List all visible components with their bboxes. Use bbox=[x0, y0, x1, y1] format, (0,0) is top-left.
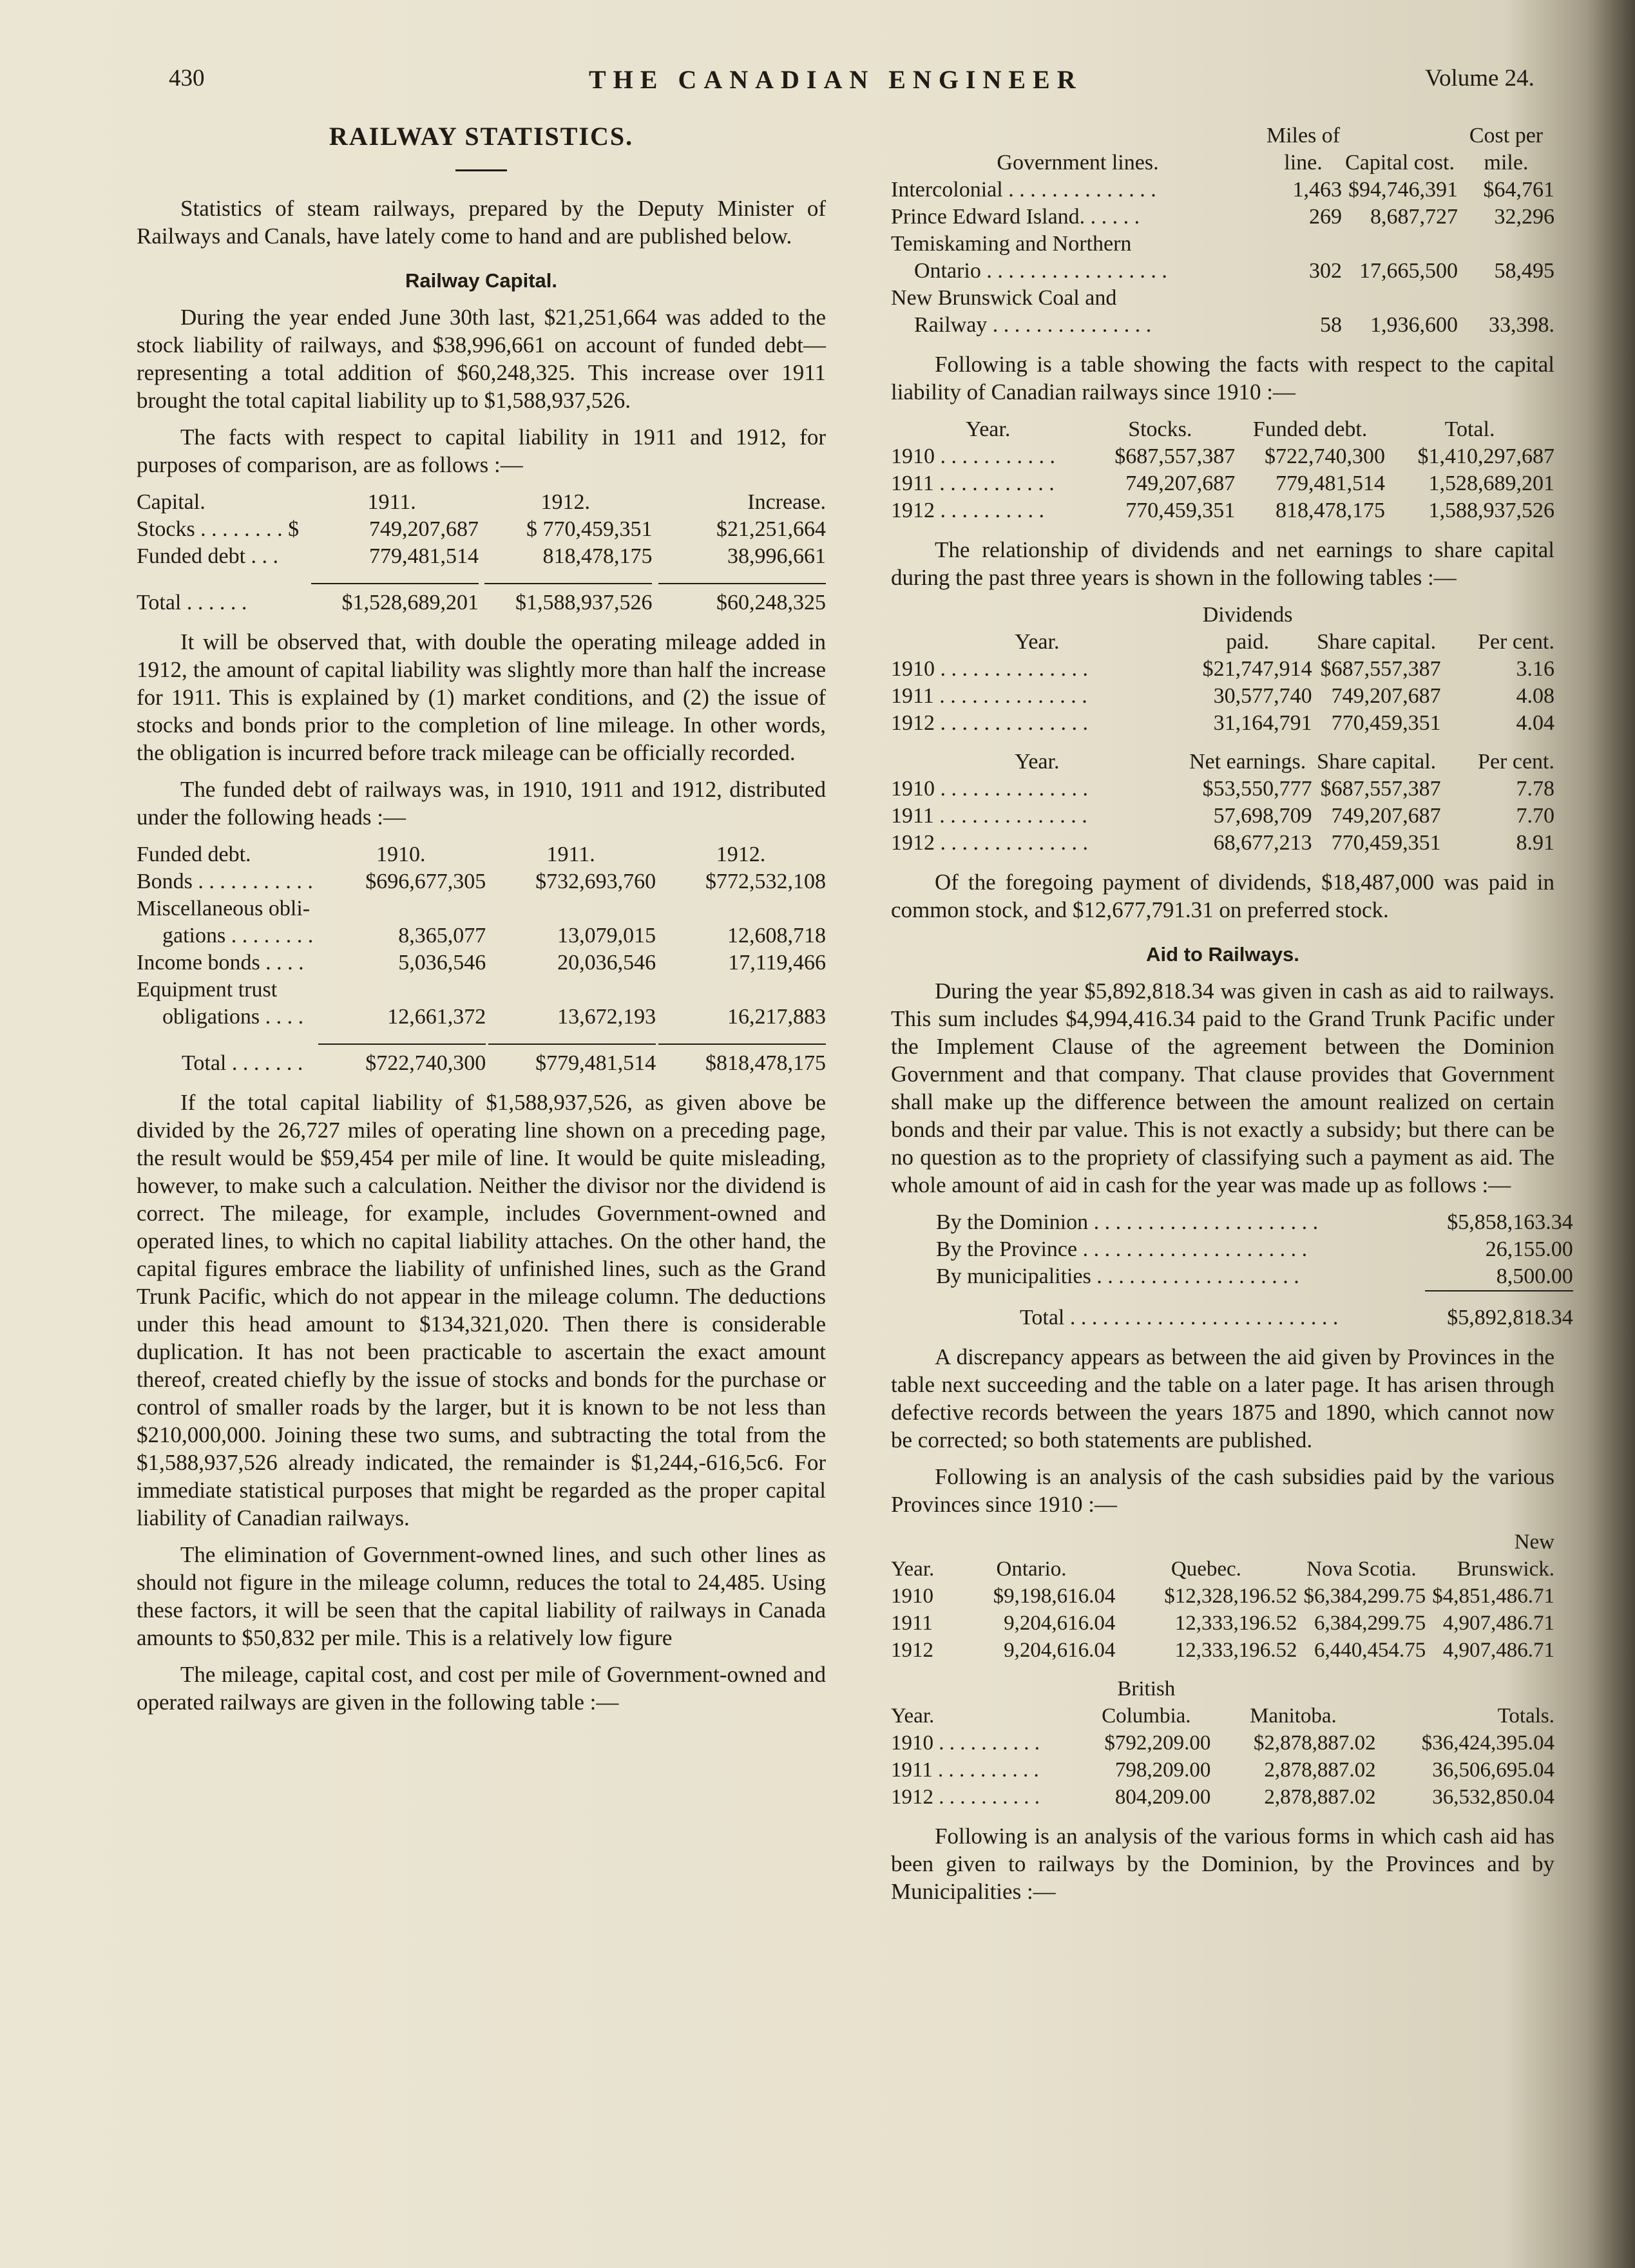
table-cell: 32,296 bbox=[1494, 205, 1554, 229]
table-cell: 770,459,351 bbox=[1331, 831, 1441, 855]
table-cell: 1910 . . . . . . . . . . . . . . bbox=[891, 777, 1088, 801]
table-cell: $722,740,300 bbox=[318, 1043, 486, 1077]
table-header: 1911. bbox=[367, 490, 416, 514]
table-header: Funded debt. bbox=[1252, 417, 1368, 441]
table-row bbox=[891, 176, 1554, 204]
provincial-subsidies-table bbox=[891, 1529, 1554, 1664]
table-header: British Columbia. bbox=[1102, 1677, 1191, 1728]
table-cell: $722,740,300 bbox=[1265, 444, 1386, 468]
aid-table bbox=[936, 1209, 1573, 1331]
table-row bbox=[891, 312, 1554, 339]
table-row bbox=[891, 683, 1554, 710]
paragraph-11: During the year $5,892,818.34 was given in cash as aid to railways. This sum includes $4,994,416.34 paid to the Grand Trunk Pacific under the Implement Clause of the agreement between the Dominion Government and that company. That clause provides that Government shall make up the difference between the amount realized on certain bonds and their par value. This is not exactly a subsidy; but there can be no question as to the propriety of classifying such a payment as aid. The whole amount of aid in cash for the year was made up as follows :— bbox=[891, 978, 1554, 1197]
table-row bbox=[137, 868, 826, 895]
table-cell: Income bonds . . . . bbox=[137, 951, 304, 975]
table-cell: $4,851,486.71 bbox=[1432, 1585, 1554, 1608]
table-header: Capital cost. bbox=[1345, 151, 1455, 175]
table-row bbox=[936, 1209, 1573, 1236]
table-cell: 4,907,486.71 bbox=[1442, 1639, 1554, 1662]
table-cell: By the Province . . . . . . . . . . . . . . . . . . . . . bbox=[936, 1237, 1308, 1261]
table-cell: 770,459,351 bbox=[1331, 711, 1441, 735]
table-cell: $696,677,305 bbox=[365, 870, 486, 893]
table-row bbox=[891, 497, 1554, 524]
table-cell: 12,333,196.52 bbox=[1174, 1612, 1297, 1635]
table-cell: 1912 bbox=[891, 1639, 933, 1662]
table-row bbox=[891, 1583, 1554, 1610]
paragraph-10: Of the foregoing payment of dividends, $18,487,000 was paid in common stock, and $12,677,791.31 on preferred stock. bbox=[891, 870, 1554, 922]
table-header: Quebec. bbox=[1171, 1558, 1241, 1581]
table-cell: 31,164,791 bbox=[1213, 711, 1312, 735]
table-cell: 302 bbox=[1309, 259, 1342, 283]
table-cell: 8.91 bbox=[1516, 831, 1554, 855]
table-row bbox=[936, 1263, 1573, 1290]
table-cell: $6,384,299.75 bbox=[1303, 1585, 1426, 1608]
table-cell: Total . . . . . . . bbox=[182, 1051, 303, 1075]
right-column bbox=[891, 122, 1573, 1914]
table-cell: Equipment trust bbox=[137, 978, 278, 1002]
table-cell: Intercolonial . . . . . . . . . . . . . . bbox=[891, 178, 1156, 202]
table-row bbox=[891, 803, 1554, 830]
table-cell: 2,878,887.02 bbox=[1264, 1786, 1376, 1809]
table-header: Share capital. bbox=[1317, 750, 1437, 774]
table-cell: 8,687,727 bbox=[1370, 205, 1458, 229]
table-cell: Prince Edward Island. . . . . . bbox=[891, 205, 1140, 229]
paragraph-3: It will be observed that, with double the operating mileage added in 1912, the amount of capital liability was slightly more than half the increase for 1911. This is explained by (1) market conditions, and (2) the issue of stocks and bonds prior to the completion of line mileage. In other words, the obligation is incurred before track mileage can be officially recorded. bbox=[137, 629, 826, 765]
table-header-row bbox=[891, 416, 1554, 443]
table-cell: 1912 . . . . . . . . . . . . . . bbox=[891, 711, 1088, 735]
table-cell: 1911 . . . . . . . . . . . . . . bbox=[891, 684, 1087, 708]
page-number: 430 bbox=[169, 65, 205, 91]
table-cell: $60,248,325 bbox=[658, 583, 826, 616]
table-cell: $21,251,664 bbox=[716, 517, 826, 541]
table-header-row bbox=[137, 489, 826, 516]
table-header: Stocks. bbox=[1128, 417, 1192, 441]
table-cell: New Brunswick Coal and bbox=[891, 286, 1117, 310]
table-header-row bbox=[891, 602, 1554, 656]
table-cell: 5,036,546 bbox=[398, 951, 486, 975]
table-cell: Total . . . . . . . . . . . . . . . . . . . . . . . . . bbox=[1020, 1306, 1339, 1329]
table-cell: 749,207,687 bbox=[1125, 472, 1236, 495]
table-header: Year. bbox=[891, 1704, 935, 1728]
table-header: Dividends paid. bbox=[1202, 603, 1293, 654]
table-cell: 4.04 bbox=[1516, 711, 1554, 735]
table-header: Per cent. bbox=[1478, 750, 1554, 774]
table-cell: 1911 bbox=[891, 1612, 933, 1635]
table-cell: 749,207,687 bbox=[1331, 684, 1441, 708]
title-rule bbox=[455, 169, 507, 171]
paragraph-9: The relationship of dividends and net earnings to share capital during the past three years is shown in the following tables :— bbox=[891, 537, 1554, 590]
table-cell: 26,155.00 bbox=[1485, 1237, 1573, 1261]
paragraph-5: If the total capital liability of $1,588,937,526, as given above be divided by the 26,727 miles of operating line shown on a preceding page, the result would be $59,454 per mile of line. It would be quite misleading, however, to make such a calculation. Neither the divisor nor the dividend is correct. The mileage, for example, includes Government-owned and operated lines, to which no capital liability attaches. On the other hand, the capital figures embrace the liability of unfinished lines, such as the Grand Trunk Pacific, which do not appear in the mileage column. The deductions under this head amount to $134,321,020. Then there is considerable duplication. It has not been practicable to ascertain the exact amount thereof, created chiefly by the issue of stocks and bonds for the purchase or control of smaller roads by the larger, but it is known to be not less than $210,000,000. Joining these two sums, and subtracting the total from the $1,588,937,526 already indicated, the remainder is $1,244,-616,5c6. For immediate statistical purposes that might be regarded as the proper capital liability of Canadian railways. bbox=[137, 1090, 826, 1530]
capital-liability-table bbox=[891, 416, 1554, 524]
table-cell: 6,440,454.75 bbox=[1314, 1639, 1426, 1662]
table-cell: 68,677,213 bbox=[1213, 831, 1312, 855]
table-cell: $1,528,689,201 bbox=[311, 583, 479, 616]
table-cell: $53,550,777 bbox=[1202, 777, 1312, 801]
table-row bbox=[936, 1236, 1573, 1263]
table-cell: 1911 . . . . . . . . . . bbox=[891, 1758, 1039, 1782]
table-cell: 12,661,372 bbox=[387, 1005, 486, 1029]
table-cell: 1,588,937,526 bbox=[1428, 499, 1554, 522]
table-cell: 20,036,546 bbox=[557, 951, 656, 975]
table-cell: 749,207,687 bbox=[1331, 804, 1441, 828]
table-cell: obligations . . . . bbox=[162, 1005, 304, 1029]
table-row bbox=[891, 1757, 1554, 1784]
table-header-row bbox=[891, 1529, 1554, 1583]
table-cell: Miscellaneous obli- bbox=[137, 897, 311, 920]
table-cell: 818,478,175 bbox=[542, 544, 653, 568]
table-cell: 1910 . . . . . . . . . . . bbox=[891, 444, 1055, 468]
table-cell: 57,698,709 bbox=[1213, 804, 1312, 828]
dividends-table bbox=[891, 602, 1554, 737]
table-cell: $64,761 bbox=[1483, 178, 1554, 202]
table-header: Increase. bbox=[747, 490, 826, 514]
table-cell: 30,577,740 bbox=[1213, 684, 1312, 708]
table-cell: 38,996,661 bbox=[727, 544, 826, 568]
table-cell: $1,588,937,526 bbox=[484, 583, 652, 616]
table-cell: $9,198,616.04 bbox=[993, 1585, 1116, 1608]
table-cell: 7.78 bbox=[1516, 777, 1554, 801]
table-cell: 13,672,193 bbox=[557, 1005, 656, 1029]
table-cell: $36,424,395.04 bbox=[1421, 1731, 1554, 1755]
table-cell: 9,204,616.04 bbox=[1004, 1612, 1116, 1635]
capital-comparison-table bbox=[137, 489, 826, 616]
table-header: Manitoba. bbox=[1250, 1704, 1337, 1728]
table-cell: $772,532,108 bbox=[705, 870, 826, 893]
table-header-row bbox=[891, 748, 1554, 776]
table-row bbox=[891, 470, 1554, 497]
table-cell: 6,384,299.75 bbox=[1314, 1612, 1426, 1635]
table-cell: $687,557,387 bbox=[1320, 657, 1441, 681]
table-row bbox=[137, 543, 826, 570]
government-lines-table bbox=[891, 122, 1554, 339]
table-cell: $2,878,887.02 bbox=[1253, 1731, 1376, 1755]
table-total-row bbox=[137, 1031, 826, 1077]
table-header: Nova Scotia. bbox=[1306, 1558, 1417, 1581]
table-header: Totals. bbox=[1497, 1704, 1554, 1728]
table-cell: 12,608,718 bbox=[727, 924, 826, 948]
table-header: Year. bbox=[891, 1558, 935, 1581]
table-row bbox=[137, 949, 826, 977]
journal-title: THE CANADIAN ENGINEER bbox=[589, 65, 1083, 94]
table-row bbox=[137, 922, 826, 949]
table-cell: 1911 . . . . . . . . . . . bbox=[891, 472, 1055, 495]
table-cell: 12,333,196.52 bbox=[1174, 1639, 1297, 1662]
table-cell: $12,328,196.52 bbox=[1164, 1585, 1297, 1608]
table-cell: 770,459,351 bbox=[1125, 499, 1236, 522]
table-cell: By the Dominion . . . . . . . . . . . . . . . . . . . . . bbox=[936, 1210, 1319, 1234]
table-cell: $94,746,391 bbox=[1348, 178, 1458, 202]
table-cell: $779,481,514 bbox=[488, 1043, 656, 1077]
table-cell: 1912 . . . . . . . . . . . . . . bbox=[891, 831, 1088, 855]
table-cell: 8,500.00 bbox=[1496, 1264, 1573, 1288]
table-cell: 2,878,887.02 bbox=[1264, 1758, 1376, 1782]
paragraph-6: The elimination of Government-owned lines, and such other lines as should not figure in the mileage column, reduces the total to 24,485. Using these factors, it will be seen that the capital liability of railways in Canada amounts to $50,832 per mile. This is a relatively low figure bbox=[137, 1542, 826, 1650]
table-header: 1912. bbox=[716, 843, 766, 866]
table-header: Funded debt. bbox=[137, 843, 251, 866]
intro-paragraph: Statistics of steam railways, prepared by the Deputy Minister of Railways and Canals, have lately come to hand and are published below. bbox=[137, 196, 826, 249]
table-total-row bbox=[137, 570, 826, 616]
section-heading-aid-to-railways: Aid to Railways. bbox=[1146, 943, 1299, 966]
table-row bbox=[137, 516, 826, 543]
table-cell: 798,209.00 bbox=[1114, 1758, 1211, 1782]
table-cell: 779,481,514 bbox=[1276, 472, 1386, 495]
table-cell: 36,532,850.04 bbox=[1432, 1786, 1554, 1809]
table-cell: 13,079,015 bbox=[557, 924, 656, 948]
table-cell: 17,119,466 bbox=[728, 951, 826, 975]
table-cell: 7.70 bbox=[1516, 804, 1554, 828]
table-header: 1910. bbox=[376, 843, 426, 866]
table-cell: 16,217,883 bbox=[727, 1005, 826, 1029]
table-cell: Total . . . . . . bbox=[137, 591, 247, 615]
table-cell: $732,693,760 bbox=[535, 870, 656, 893]
table-row bbox=[891, 1784, 1554, 1811]
table-cell: 3.16 bbox=[1516, 657, 1554, 681]
table-cell: gations . . . . . . . . bbox=[162, 924, 314, 948]
table-header: Net earnings. bbox=[1189, 750, 1306, 774]
table-header: Year. bbox=[1015, 750, 1060, 774]
table-row bbox=[891, 204, 1554, 231]
paragraph-4: The funded debt of railways was, in 1910, 1911 and 1912, distributed under the following heads :— bbox=[137, 777, 826, 830]
net-earnings-table bbox=[891, 748, 1554, 857]
table-row bbox=[137, 977, 826, 1004]
table-header: Share capital. bbox=[1317, 630, 1437, 654]
table-cell: $1,410,297,687 bbox=[1417, 444, 1554, 468]
paragraph-2: The facts with respect to capital liability in 1911 and 1912, for purposes of comparison, are as follows :— bbox=[137, 424, 826, 477]
table-row bbox=[891, 1730, 1554, 1757]
table-cell: 1912 . . . . . . . . . . bbox=[891, 499, 1044, 522]
table-cell: By municipalities . . . . . . . . . . . . . . . . . . . bbox=[936, 1264, 1299, 1288]
table-cell: 1911 . . . . . . . . . . . . . . bbox=[891, 804, 1087, 828]
table-cell: Stocks . . . . . . . . $ bbox=[137, 517, 300, 541]
table-cell: 8,365,077 bbox=[398, 924, 486, 948]
table-total-row bbox=[936, 1291, 1573, 1331]
table-row bbox=[891, 656, 1554, 683]
paragraph-12: A discrepancy appears as between the aid given by Provinces in the table next succeeding and the table on a later page. It has arisen through defective records between the years 1875 and 1890, which cannot now be corrected; so both statements are published. bbox=[891, 1344, 1554, 1453]
table-header: Ontario. bbox=[996, 1558, 1067, 1581]
table-header: New Brunswick. bbox=[1457, 1530, 1554, 1581]
funded-debt-table bbox=[137, 841, 826, 1077]
provincial-totals-table bbox=[891, 1675, 1554, 1811]
table-cell: 58,495 bbox=[1494, 259, 1554, 283]
table-cell: 36,506,695.04 bbox=[1432, 1758, 1554, 1782]
paragraph-7: The mileage, capital cost, and cost per mile of Government-owned and operated railways are given in the following table :— bbox=[137, 1662, 826, 1715]
table-cell: 1910 . . . . . . . . . . bbox=[891, 1731, 1040, 1755]
table-row bbox=[891, 285, 1554, 312]
table-cell: Bonds . . . . . . . . . . . bbox=[137, 870, 313, 893]
table-cell: 1910 bbox=[891, 1585, 933, 1608]
section-heading-railway-capital: Railway Capital. bbox=[405, 269, 558, 292]
table-header: Year. bbox=[966, 417, 1011, 441]
table-row bbox=[891, 830, 1554, 857]
table-cell: 9,204,616.04 bbox=[1004, 1639, 1116, 1662]
table-header: Cost per mile. bbox=[1469, 124, 1544, 175]
table-row bbox=[891, 1610, 1554, 1637]
table-cell: Ontario . . . . . . . . . . . . . . . . . bbox=[914, 259, 1167, 283]
table-cell: 1,528,689,201 bbox=[1428, 472, 1554, 495]
table-cell: 749,207,687 bbox=[368, 517, 479, 541]
table-header: 1912. bbox=[540, 490, 590, 514]
table-header-row bbox=[137, 841, 826, 868]
table-cell: 4.08 bbox=[1516, 684, 1554, 708]
table-cell: 804,209.00 bbox=[1114, 1786, 1211, 1809]
table-cell: $5,858,163.34 bbox=[1447, 1210, 1573, 1234]
table-header-row bbox=[891, 1675, 1554, 1730]
volume-label: Volume 24. bbox=[1425, 65, 1535, 91]
table-cell: 4,907,486.71 bbox=[1442, 1612, 1554, 1635]
table-row bbox=[891, 258, 1554, 285]
table-row bbox=[891, 776, 1554, 803]
table-cell: 1,936,600 bbox=[1370, 313, 1458, 337]
table-cell: Funded debt . . . bbox=[137, 544, 279, 568]
paragraph-1: During the year ended June 30th last, $21,251,664 was added to the stock liability of railways, and $38,996,661 on account of funded debt—representing a total addition of $60,248,325. This increase over 1911 brought the total capital liability up to $1,588,937,526. bbox=[137, 305, 826, 413]
table-header: Miles of line. bbox=[1266, 124, 1341, 175]
table-row bbox=[891, 231, 1554, 258]
table-cell: 818,478,175 bbox=[1276, 499, 1386, 522]
table-header: Year. bbox=[1015, 630, 1060, 654]
table-cell: 1912 . . . . . . . . . . bbox=[891, 1786, 1040, 1809]
table-cell: Railway . . . . . . . . . . . . . . . bbox=[914, 313, 1152, 337]
table-cell: $687,557,387 bbox=[1114, 444, 1236, 468]
table-cell: 1,463 bbox=[1292, 178, 1342, 202]
table-cell: $792,209.00 bbox=[1104, 1731, 1211, 1755]
table-cell: $21,747,914 bbox=[1202, 657, 1312, 681]
table-row bbox=[891, 710, 1554, 737]
table-cell: 1910 . . . . . . . . . . . . . . bbox=[891, 657, 1088, 681]
article-title: RAILWAY STATISTICS. bbox=[329, 122, 634, 151]
left-column bbox=[137, 122, 826, 1725]
table-row bbox=[891, 1637, 1554, 1664]
table-header: Total. bbox=[1444, 417, 1495, 441]
paragraph-14: Following is an analysis of the various forms in which cash aid has been given to railways by the Dominion, by the Provinces and by Municipalities :— bbox=[891, 1824, 1554, 1904]
table-header: Capital. bbox=[137, 490, 206, 514]
table-cell: 17,665,500 bbox=[1359, 259, 1458, 283]
table-cell: $ 770,459,351 bbox=[526, 517, 653, 541]
table-header: Government lines. bbox=[997, 151, 1159, 175]
table-cell: 58 bbox=[1320, 313, 1342, 337]
table-row bbox=[137, 895, 826, 922]
table-row bbox=[891, 443, 1554, 470]
paragraph-13: Following is an analysis of the cash subsidies paid by the various Provinces since 1910 :— bbox=[891, 1464, 1554, 1517]
table-header-row bbox=[891, 122, 1554, 176]
table-cell: Temiskaming and Northern bbox=[891, 232, 1132, 256]
table-header: 1911. bbox=[546, 843, 595, 866]
table-row bbox=[137, 1004, 826, 1031]
paragraph-8: Following is a table showing the facts with respect to the capital liability of Canadian railways since 1910 :— bbox=[891, 352, 1554, 405]
table-cell: $5,892,818.34 bbox=[1447, 1306, 1573, 1329]
table-cell: 779,481,514 bbox=[368, 544, 479, 568]
table-cell: 269 bbox=[1309, 205, 1342, 229]
table-cell: $818,478,175 bbox=[658, 1043, 826, 1077]
table-cell: $687,557,387 bbox=[1320, 777, 1441, 801]
table-header: Per cent. bbox=[1478, 630, 1554, 654]
table-cell: 33,398. bbox=[1489, 313, 1554, 337]
